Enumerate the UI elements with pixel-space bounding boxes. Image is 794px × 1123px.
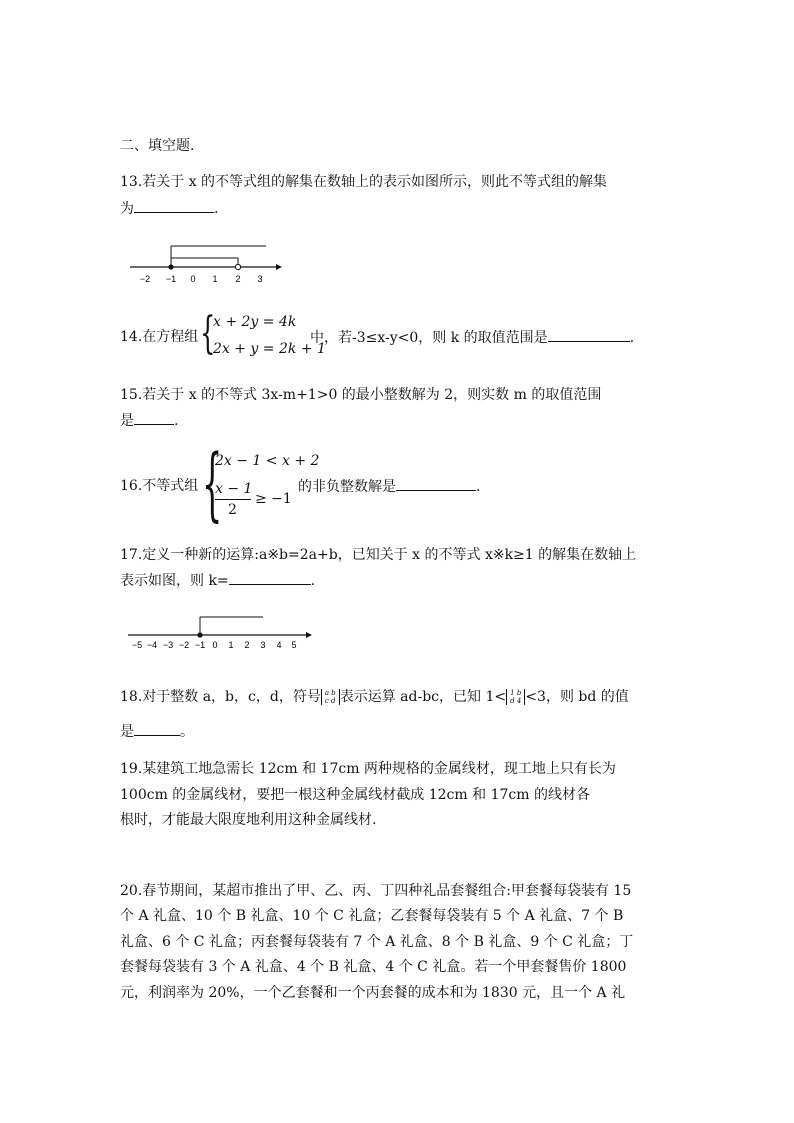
q14-middle: 中，若-3≤x-y<0，则 k 的取值范围是: [310, 330, 548, 346]
q18-line2: [120, 721, 194, 742]
q15-line1: 15.若关于 x 的不等式 3x-m+1>0 的最小整数解为 2，则实数 m 的取值范围: [120, 387, 602, 403]
q17-tick-label: 2: [244, 640, 250, 650]
q15-line2: [120, 410, 178, 431]
q16-middle: 的非负整数解是: [298, 479, 396, 495]
q18-part1: 18.对于整数 a，b，c，d，符号: [120, 689, 321, 705]
q17-tick-label: 1: [228, 640, 234, 650]
q13-answer-blank[interactable]: [134, 198, 214, 213]
q14-equation-1: x + 2y = 4k: [213, 314, 297, 330]
q13-tick-label: 2: [235, 274, 241, 284]
q18-determinant-1: a b c d: [321, 689, 340, 705]
q17-prefix: 表示如图，则 k=: [120, 573, 229, 589]
q15-prefix: 是: [120, 413, 134, 429]
q17-tick-label: −4: [146, 640, 158, 650]
q17-tick-label: −5: [131, 640, 143, 650]
q17-line2: [120, 570, 315, 591]
q14-suffix: .: [629, 330, 635, 346]
q13-line2: [120, 198, 218, 219]
section-title: 二、填空题.: [120, 138, 195, 154]
q16-fraction-numerator: x − 1: [215, 481, 253, 497]
q15-suffix: .: [174, 413, 179, 429]
q14-rest: [310, 327, 634, 348]
q19-line2: 100cm 的金属线材，要把一根这种金属线材截成 12cm 和 17cm 的线材各: [120, 787, 590, 803]
q20-line1: 20.春节期间，某超市推出了甲、乙、丙、丁四种礼品套餐组合:甲套餐每袋装有 15: [120, 883, 632, 899]
q17-tick-label: 5: [291, 640, 297, 650]
q13-line1: 13.若关于 x 的不等式组的解集在数轴上的表示如图所示，则此不等式组的解集: [120, 174, 608, 190]
q18-determinant-2: 1 b d 4: [506, 689, 525, 705]
q16-fraction-denominator: 2: [228, 502, 237, 518]
q13-tick-label: 1: [212, 274, 218, 284]
q17-line1: 17.定义一种新的运算:a※b=2a+b，已知关于 x 的不等式 x※k≥1 的解集在数轴上: [120, 547, 637, 563]
q16-brace: {: [202, 437, 223, 530]
q20-line4: 套餐每袋装有 3 个 A 礼盒、4 个 B 礼盒、4 个 C 礼盒。若一个甲套餐售价 1800: [120, 959, 627, 975]
q19-line3: 根时，才能最大限度地利用这种金属线材.: [120, 812, 377, 828]
q17-tick-label: 4: [276, 640, 282, 650]
q13-tick-label: 3: [257, 274, 263, 284]
q18-answer-blank[interactable]: [134, 721, 180, 736]
q16-equation-1: 2x − 1 < x + 2: [215, 453, 320, 469]
q17-tick-label: −1: [194, 640, 206, 650]
q17-tick-label: 0: [212, 640, 218, 650]
q20-line2: 个 A 礼盒、10 个 B 礼盒、10 个 C 礼盒；乙套餐每袋装有 5 个 A 礼盒、7 个 B: [120, 908, 624, 924]
q16-prefix: 16.不等式组: [120, 478, 199, 494]
q14-equation-2: 2x + y = 2k + 1: [213, 341, 326, 357]
q14-prefix: 14.在方程组: [120, 329, 199, 345]
q17-answer-blank[interactable]: [229, 570, 311, 585]
q18-prefix: 是: [120, 724, 134, 740]
q16-suffix: .: [476, 479, 481, 495]
q15-answer-blank[interactable]: [134, 410, 174, 425]
q13-tick-label: 0: [190, 274, 196, 284]
q17-suffix: .: [310, 573, 316, 589]
q18-part2: 表示运算 ad-bc，已知 1<: [339, 689, 507, 705]
q14-answer-blank[interactable]: [548, 327, 630, 342]
q17-tick-label: 3: [260, 640, 266, 650]
q16-rest: [298, 476, 480, 497]
q18-part3: <3，则 bd 的值: [525, 689, 629, 705]
q16-equation-2-rest: ≥ −1: [255, 491, 292, 507]
q18-suffix: 。: [180, 724, 194, 740]
q13-suffix: .: [214, 201, 219, 217]
q16-answer-blank[interactable]: [396, 476, 476, 491]
q13-tick-label: −1: [165, 274, 177, 284]
q17-tick-label: −2: [178, 640, 190, 650]
q19-line1: 19.某建筑工地急需长 12cm 和 17cm 两种规格的金属线材，现工地上只有长为: [120, 761, 616, 777]
q20-line5: 元，利润率为 20%，一个乙套餐和一个丙套餐的成本和为 1830 元，且一个 A 礼: [120, 985, 626, 1001]
q18-line1: [120, 687, 629, 707]
q16-fraction-bar: [215, 499, 251, 500]
q13-prefix: 为: [120, 201, 134, 217]
q17-tick-label: −3: [162, 640, 174, 650]
q13-tick-label: −2: [139, 274, 151, 284]
q17-number-line: [124, 608, 316, 654]
q13-number-line: [126, 236, 286, 288]
q20-line3: 礼盒、6 个 C 礼盒；丙套餐每袋装有 7 个 A 礼盒、8 个 B 礼盒、9 个 C 礼盒；丁: [120, 934, 634, 950]
q14-brace: {: [200, 308, 216, 359]
